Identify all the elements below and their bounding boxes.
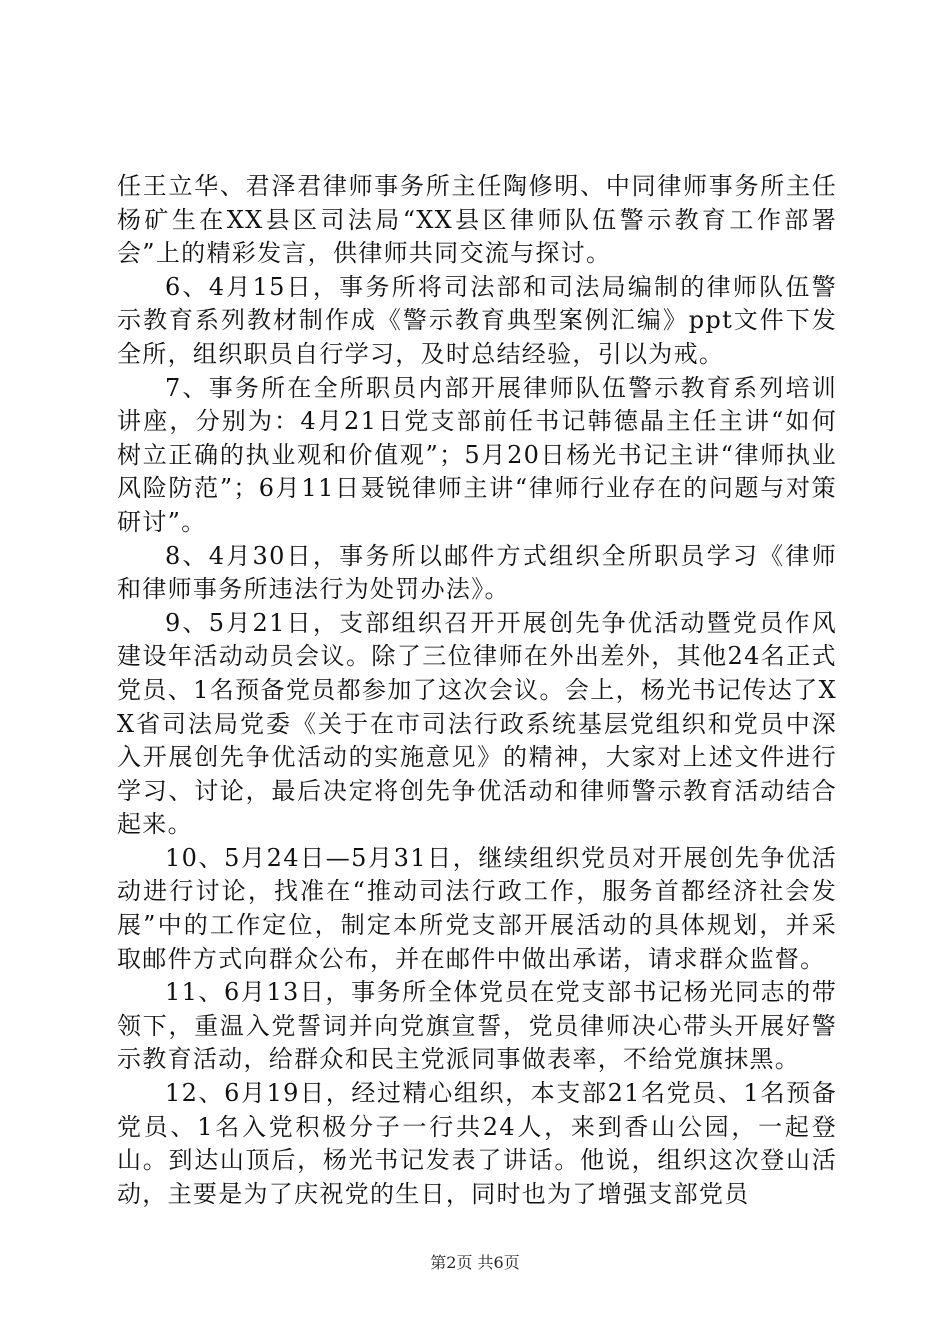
paragraph-item-12: 12、6月19日，经过精心组织，本支部21名党员、1名预备党员、1名入党积极分子一行共24人，来到香山公园，一起登山。到达山顶后，杨光书记发表了讲话。他说，组织这次登山活动，主要是为了庆祝党的生日，同时也为了增强支部党员 — [117, 1079, 837, 1208]
document-body — [117, 170, 837, 1211]
page-footer: 第2页 共6页 — [430, 1253, 520, 1272]
paragraph-item-9: 9、5月21日，支部组织召开开展创先争优活动暨党员作风建设年活动动员会议。除了三位律师在外出差外，其他24名正式党员、1名预备党员都参加了这次会议。会上，杨光书记传达了XX省司法局党委《关于在市司法行政系统基层党组织和党员中深入开展创先争优活动的实施意见》的精神，大家对上述文件进行学习、讨论，最后决定将创先争优活动和律师警示教育活动结合起来。 — [117, 608, 837, 839]
paragraph-item-8: 8、4月30日，事务所以邮件方式组织全所职员学习《律师和律师事务所违法行为处罚办法》。 — [117, 541, 837, 604]
paragraph-continuation: 任王立华、君泽君律师事务所主任陶修明、中同律师事务所主任杨矿生在XX县区司法局“XX县区律师队伍警示教育工作部署会”上的精彩发言，供律师共同交流与探讨。 — [117, 172, 837, 268]
paragraph-item-6: 6、4月15日，事务所将司法部和司法局编制的律师队伍警示教育系列教材制作成《警示教育典型案例汇编》ppt文件下发全所，组织职员自行学习，及时总结经验，引以为戒。 — [117, 272, 837, 368]
paragraph-item-7: 7、事务所在全所职员内部开展律师队伍警示教育系列培训讲座，分别为：4月21日党支部前任书记韩德晶主任主讲“如何树立正确的执业观和价值观”；5月20日杨光书记主讲“律师执业风险防范”；6月11日聂锐律师主讲“律师行业存在的问题与对策研讨”。 — [117, 373, 837, 536]
paragraph-item-10: 10、5月24日—5月31日，继续组织党员对开展创先争优活动进行讨论，找准在“推动司法行政工作，服务首都经济社会发展”中的工作定位，制定本所党支部开展活动的具体规划，并采取邮件方式向群众公布，并在邮件中做出承诺，请求群众监督。 — [117, 843, 837, 973]
paragraph-item-11: 11、6月13日，事务所全体党员在党支部书记杨光同志的带领下，重温入党誓词并向党旗宣誓，党员律师决心带头开展好警示教育活动，给群众和民主党派同事做表率，不给党旗抹黑。 — [117, 978, 837, 1074]
